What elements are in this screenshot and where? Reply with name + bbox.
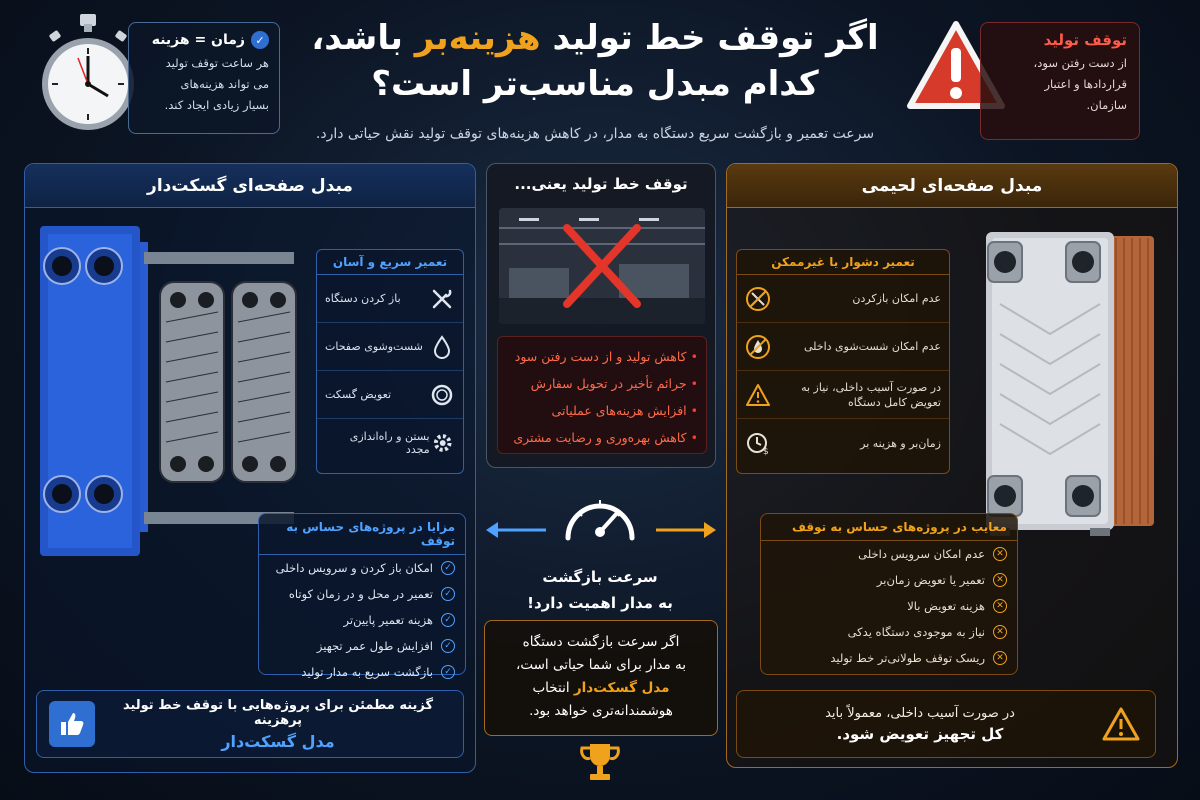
main-title-line2: کدام مبدل مناسب‌تر است؟ [371,64,819,104]
consequences-list [497,336,707,454]
brazed-heat-exchanger-image [970,224,1166,538]
x-circle-icon: ✕ [993,547,1007,561]
no-water-icon [745,334,771,360]
main-title-line1: اگر توقف خط تولید هزینه‌بر باشد، [311,18,879,58]
check-icon: ✓ [441,587,455,601]
feature-row: عدم امکان شست‌شوی داخلی [737,323,949,371]
clock-cost-icon [745,430,771,456]
time-cost-box: ✓ زمان = هزینه هر ساعت توقف تولید می تواند هزینه‌های بسیار زیادی ایجاد کند. [128,22,280,134]
drawback-item: ✕ نیاز به موجودی دستگاه یدکی [761,619,1017,645]
list-item: • جرائم تأخیر در تحویل سفارش [506,370,698,397]
stopwatch-icon [38,12,138,142]
benefit-item: ✓ هزینه تعمیر پایین‌تر [259,607,465,633]
quick-repair-box: تعمیر سریع و آسان باز کردن دستگاه شست‌وشوی صفحات تعویض گسکت بستن و راه‌اندازی مجدد [316,249,464,474]
gasket-ring-icon [429,382,455,408]
subtitle: سرعت تعمیر و بازگشت سریع دستگاه به مدار، در کاهش هزینه‌های توقف تولید نقش حیاتی دارد. [315,126,875,142]
feature-row: شست‌وشوی صفحات [317,323,463,371]
speed-importance-text: سرعت بازگشت به مدار اهمیت دارد! [527,568,673,612]
arrow-left-icon [484,520,550,540]
x-circle-icon: ✕ [993,573,1007,587]
x-circle-icon: ✕ [993,651,1007,665]
feature-row: بستن و راه‌اندازی مجدد [317,419,463,467]
check-icon: ✓ [441,665,455,679]
list-item: • افزایش هزینه‌های عملیاتی [506,397,698,424]
no-tools-icon [745,286,771,312]
feature-row: تعویض گسکت [317,371,463,419]
difficult-repair-box: تعمیر دشوار یا غیرممکن عدم امکان بازکردن عدم امکان شست‌شوی داخلی در صورت آسیب داخلی، نیاز به تعویض کامل دستگاه زمان‌بر و هزینه بر $ [736,249,950,474]
benefits-box: مزایا در پروژه‌های حساس به توقف ✓ امکان باز کردن و سرویس داخلی ✓ تعمیر در محل و در زمان کوتاه ✓ هزینه تعمیر پایین‌تر ✓ افزایش طول عمر تجهیز ✓ بازگشت سریع به مدار تولید [258,513,466,675]
brazed-warning-note: در صورت آسیب داخلی، معمولاً باید کل تجهیز تعویض شود. [736,690,1156,758]
drawback-item: ✕ ریسک توقف طولانی‌تر خط تولید [761,645,1017,671]
x-circle-icon: ✕ [993,625,1007,639]
drawback-item: ✕ تعمیر یا تعویض زمان‌بر [761,567,1017,593]
gear-icon [430,430,455,456]
production-stop-panel: توقف خط تولید یعنی... • کاهش تولید و از دست رفتن سود • جرائم تأخیر در تحویل سفارش • افزایش هزینه‌های عملیاتی • کاهش بهره‌وری و رضایت مشتری [486,163,716,468]
thumbs-up-icon [49,701,95,747]
conclusion-box: اگر سرعت بازگشت دستگاه به مدار برای شما حیاتی است، مدل گسکت‌دار انتخاب هوشمندانه‌تری خواهد بود. [484,620,718,736]
benefit-item: ✓ امکان باز کردن و سرویس داخلی [259,555,465,581]
check-icon: ✓ [441,613,455,627]
benefit-item: ✓ افزایش طول عمر تجهیز [259,633,465,659]
gasketed-panel-title: مبدل صفحه‌ای گسکت‌دار [25,164,475,208]
production-stop-box: توقف تولید از دست رفتن سود، قراردادها و اعتبار سازمان. [980,22,1140,140]
drawbacks-box: معایب در پروژه‌های حساس به توقف ✕ عدم امکان سرویس داخلی ✕ تعمیر یا تعویض زمان‌بر ✕ هزینه تعویض بالا ✕ نیاز به موجودی دستگاه یدکی ✕ ریسک توقف طولانی‌تر خط تولید [760,513,1018,675]
gasketed-recommendation: گزینه مطمئن برای پروژه‌هایی با توقف خط تولید پرهزینه مدل گسکت‌دار [36,690,464,758]
speedometer-icon [560,486,640,548]
arrow-right-icon [652,520,718,540]
feature-row: عدم امکان بازکردن [737,275,949,323]
list-item: • کاهش تولید و از دست رفتن سود [506,343,698,370]
list-item: • کاهش بهره‌وری و رضایت مشتری [506,424,698,451]
trophy-icon [576,740,624,784]
factory-image [499,208,705,324]
feature-row: در صورت آسیب داخلی، نیاز به تعویض کامل دستگاه [737,371,949,419]
tools-icon [429,286,455,312]
water-drop-icon [429,334,455,360]
brazed-panel-title: مبدل صفحه‌ای لحیمی [727,164,1177,208]
svg-text:$: $ [763,447,769,456]
drawback-item: ✕ عدم امکان سرویس داخلی [761,541,1017,567]
drawback-item: ✕ هزینه تعویض بالا [761,593,1017,619]
benefit-item: ✓ بازگشت سریع به مدار تولید [259,659,465,685]
warning-icon [1101,706,1141,742]
check-icon: ✓ [251,31,269,49]
feature-row: باز کردن دستگاه [317,275,463,323]
x-circle-icon: ✕ [993,599,1007,613]
title-highlight: هزینه‌بر [414,18,541,58]
check-icon: ✓ [441,639,455,653]
warning-icon [745,382,771,408]
check-icon: ✓ [441,561,455,575]
benefit-item: ✓ تعمیر در محل و در زمان کوتاه [259,581,465,607]
feature-row: زمان‌بر و هزینه بر $ [737,419,949,467]
